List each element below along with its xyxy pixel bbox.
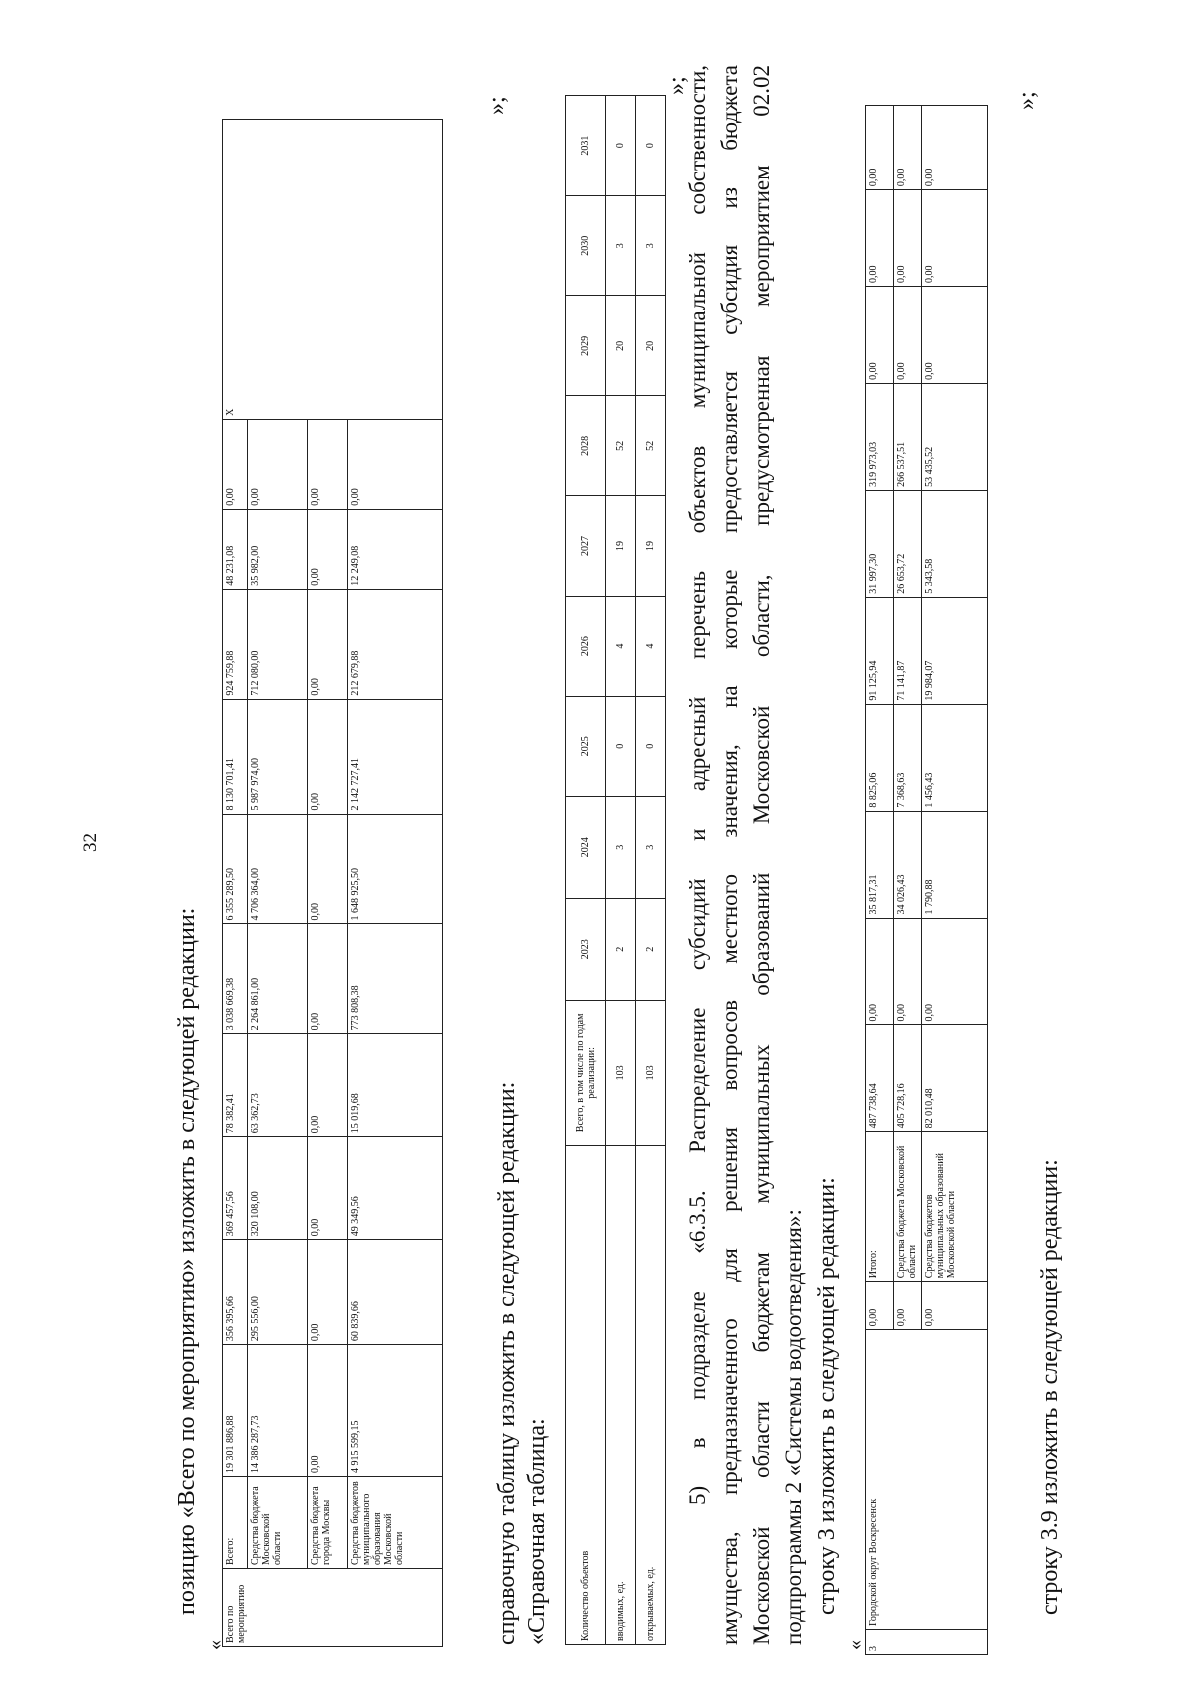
value-cell: 0,00	[894, 918, 922, 1025]
value-cell: 103	[636, 1000, 666, 1145]
value-cell: 5 343,58	[922, 490, 988, 597]
value-cell: 356 395,66	[223, 1240, 248, 1345]
paragraph-line: Московской области бюджетам муниципальных образований Московской области, предусмотренная мероприятием 02.02	[749, 65, 774, 1645]
row-label: Средства бюджетов муниципального образования Московской области	[348, 1477, 443, 1569]
value-cell: 0,00	[866, 286, 894, 383]
value-cell: 0,00	[866, 1282, 894, 1330]
value-cell: 35 982,00	[248, 509, 308, 589]
paragraph-section-5	[682, 65, 810, 1645]
value-cell: 405 728,16	[894, 1025, 922, 1132]
row-number: 3	[866, 1630, 988, 1655]
value-cell: 0	[636, 696, 666, 796]
value-cell: 53 435,52	[922, 383, 988, 490]
value-cell: 3	[606, 796, 636, 898]
paragraph-line: подпрограммы 2 «Системы водоотведения»:	[781, 1209, 806, 1645]
value-cell: 0,00	[866, 106, 894, 190]
intro-text-position: позицию «Всего по мероприятию» изложить в следующей редакции:	[174, 907, 200, 1615]
value-cell: 2 264 861,00	[248, 924, 308, 1034]
value-cell: 71 141,87	[894, 597, 922, 704]
table-row	[223, 120, 248, 1647]
value-cell: 773 808,38	[348, 924, 443, 1034]
value-cell: 0,00	[894, 286, 922, 383]
value-cell: 0,00	[894, 106, 922, 190]
value-cell: 2 142 727,41	[348, 699, 443, 814]
value-cell: 8 130 701,41	[223, 699, 248, 814]
value-cell: 0,00	[866, 190, 894, 287]
value-cell: 1 648 925,50	[348, 814, 443, 924]
header-cell: 2024	[566, 796, 606, 898]
paragraph-line: 5) в подразделе «6.3.5. Распределение субсидий и адресный перечень объектов муниципальной собственности,	[685, 65, 710, 1505]
value-cell: 0,00	[248, 419, 308, 509]
header-cell: 2030	[566, 196, 606, 296]
value-cell: 3	[636, 196, 666, 296]
municipality-cell: Городской округ Воскресенск	[866, 1330, 988, 1630]
paragraph-line: имущества, предназначенного для решения вопросов местного значения, на которые предоставляется субсидия из бюджета	[717, 65, 742, 1645]
value-cell: 0,00	[348, 419, 443, 509]
value-cell: 19 984,07	[922, 597, 988, 704]
value-cell: 60 839,66	[348, 1240, 443, 1345]
header-cell: 2027	[566, 496, 606, 596]
row-label: вводимых, ед.	[606, 1146, 636, 1645]
event-label-cell: Всего по мероприятию	[223, 1569, 443, 1647]
header-cell: Количество объектов	[566, 1146, 606, 1645]
value-cell: 6 355 289,50	[223, 814, 248, 924]
intro-text-reference-table: справочную таблицу изложить в следующей редакции:	[494, 1081, 520, 1645]
value-cell: 0,00	[308, 1240, 348, 1345]
value-cell: 369 457,56	[223, 1137, 248, 1240]
end-mark: »;	[664, 76, 690, 95]
value-cell: 0,00	[308, 924, 348, 1034]
value-cell: 34 026,43	[894, 811, 922, 918]
x-cell: X	[223, 120, 443, 420]
value-cell: 0	[606, 696, 636, 796]
value-cell: 0,00	[922, 106, 988, 190]
value-cell: 0,00	[308, 699, 348, 814]
value-cell: 4 706 364,00	[248, 814, 308, 924]
reference-table	[565, 95, 666, 1645]
row-label: Итого:	[866, 1132, 894, 1282]
value-cell: 0,00	[922, 286, 988, 383]
header-cell: 2031	[566, 96, 606, 196]
value-cell: 212 679,88	[348, 589, 443, 699]
value-cell: 91 125,94	[866, 597, 894, 704]
value-cell: 63 362,73	[248, 1034, 308, 1137]
value-cell: 0,00	[922, 918, 988, 1025]
intro-text-row-3-9: строку 3.9 изложить в следующей редакции:	[1037, 1159, 1063, 1615]
value-cell: 2	[636, 898, 666, 1000]
table-header-row	[566, 96, 606, 1645]
value-cell: 0,00	[922, 1282, 988, 1330]
row-label: Всего:	[223, 1477, 248, 1569]
value-cell: 35 817,31	[866, 811, 894, 918]
value-cell: 19 301 886,88	[223, 1345, 248, 1477]
table-total-by-event	[222, 119, 443, 1647]
value-cell: 0,00	[894, 190, 922, 287]
header-cell: 2023	[566, 898, 606, 1000]
value-cell: 31 997,30	[866, 490, 894, 597]
table-row	[606, 96, 636, 1645]
header-cell: 2029	[566, 296, 606, 396]
value-cell: 0,00	[308, 1137, 348, 1240]
value-cell: 4	[636, 596, 666, 696]
value-cell: 19	[606, 496, 636, 596]
value-cell: 14 386 287,73	[248, 1345, 308, 1477]
value-cell: 20	[606, 296, 636, 396]
value-cell: 2	[606, 898, 636, 1000]
value-cell: 0,00	[922, 190, 988, 287]
value-cell: 0	[636, 96, 666, 196]
value-cell: 19	[636, 496, 666, 596]
value-cell: 319 973,03	[866, 383, 894, 490]
header-cell: 2025	[566, 696, 606, 796]
page-number: 32	[80, 833, 101, 852]
row-label: Средства бюджета Московской области	[248, 1477, 308, 1569]
header-cell: 2028	[566, 396, 606, 496]
value-cell: 5 987 974,00	[248, 699, 308, 814]
value-cell: 924 759,88	[223, 589, 248, 699]
value-cell: 82 010,48	[922, 1025, 988, 1132]
value-cell: 49 349,56	[348, 1137, 443, 1240]
rotated-page-content	[110, 60, 1110, 1655]
reference-table-caption: «Справочная таблица:	[524, 1418, 550, 1645]
open-quote: «	[204, 1640, 226, 1650]
value-cell: 1 456,43	[922, 704, 988, 811]
row-label: открываемых, ед.	[636, 1146, 666, 1645]
row-label: Средства бюджетов муниципальных образований Московской области	[922, 1132, 988, 1282]
value-cell: 3	[636, 796, 666, 898]
value-cell: 8 825,06	[866, 704, 894, 811]
value-cell: 103	[606, 1000, 636, 1145]
value-cell: 4 915 599,15	[348, 1345, 443, 1477]
value-cell: 0,00	[308, 1345, 348, 1477]
value-cell: 3	[606, 196, 636, 296]
header-cell: Всего, в том числе по годам реализации:	[566, 1000, 606, 1145]
value-cell: 52	[606, 396, 636, 496]
value-cell: 0,00	[223, 419, 248, 509]
value-cell: 0	[606, 96, 636, 196]
value-cell: 48 231,08	[223, 509, 248, 589]
value-cell: 266 537,51	[894, 383, 922, 490]
value-cell: 1 790,88	[922, 811, 988, 918]
open-quote: «	[844, 1640, 866, 1650]
value-cell: 0,00	[866, 918, 894, 1025]
value-cell: 0,00	[308, 419, 348, 509]
value-cell: 26 653,72	[894, 490, 922, 597]
value-cell: 4	[606, 596, 636, 696]
value-cell: 52	[636, 396, 666, 496]
intro-text-row-3: строку 3 изложить в следующей редакции:	[814, 1177, 840, 1615]
end-mark: »;	[1014, 91, 1040, 110]
row-label: Средства бюджета города Москвы	[308, 1477, 348, 1569]
value-cell: 0,00	[308, 814, 348, 924]
table-row-3	[865, 105, 988, 1655]
value-cell: 0,00	[894, 1282, 922, 1330]
value-cell: 0,00	[308, 509, 348, 589]
value-cell: 20	[636, 296, 666, 396]
header-cell: 2026	[566, 596, 606, 696]
value-cell: 12 249,08	[348, 509, 443, 589]
value-cell: 0,00	[308, 589, 348, 699]
row-label: Средства бюджета Московской области	[894, 1132, 922, 1282]
value-cell: 0,00	[308, 1034, 348, 1137]
table-row	[866, 106, 894, 1655]
table-row	[636, 96, 666, 1645]
end-mark: »;	[484, 96, 510, 115]
value-cell: 15 019,68	[348, 1034, 443, 1137]
value-cell: 295 556,00	[248, 1240, 308, 1345]
value-cell: 7 368,63	[894, 704, 922, 811]
value-cell: 487 738,64	[866, 1025, 894, 1132]
value-cell: 78 382,41	[223, 1034, 248, 1137]
value-cell: 3 038 669,38	[223, 924, 248, 1034]
value-cell: 712 080,00	[248, 589, 308, 699]
value-cell: 320 108,00	[248, 1137, 308, 1240]
